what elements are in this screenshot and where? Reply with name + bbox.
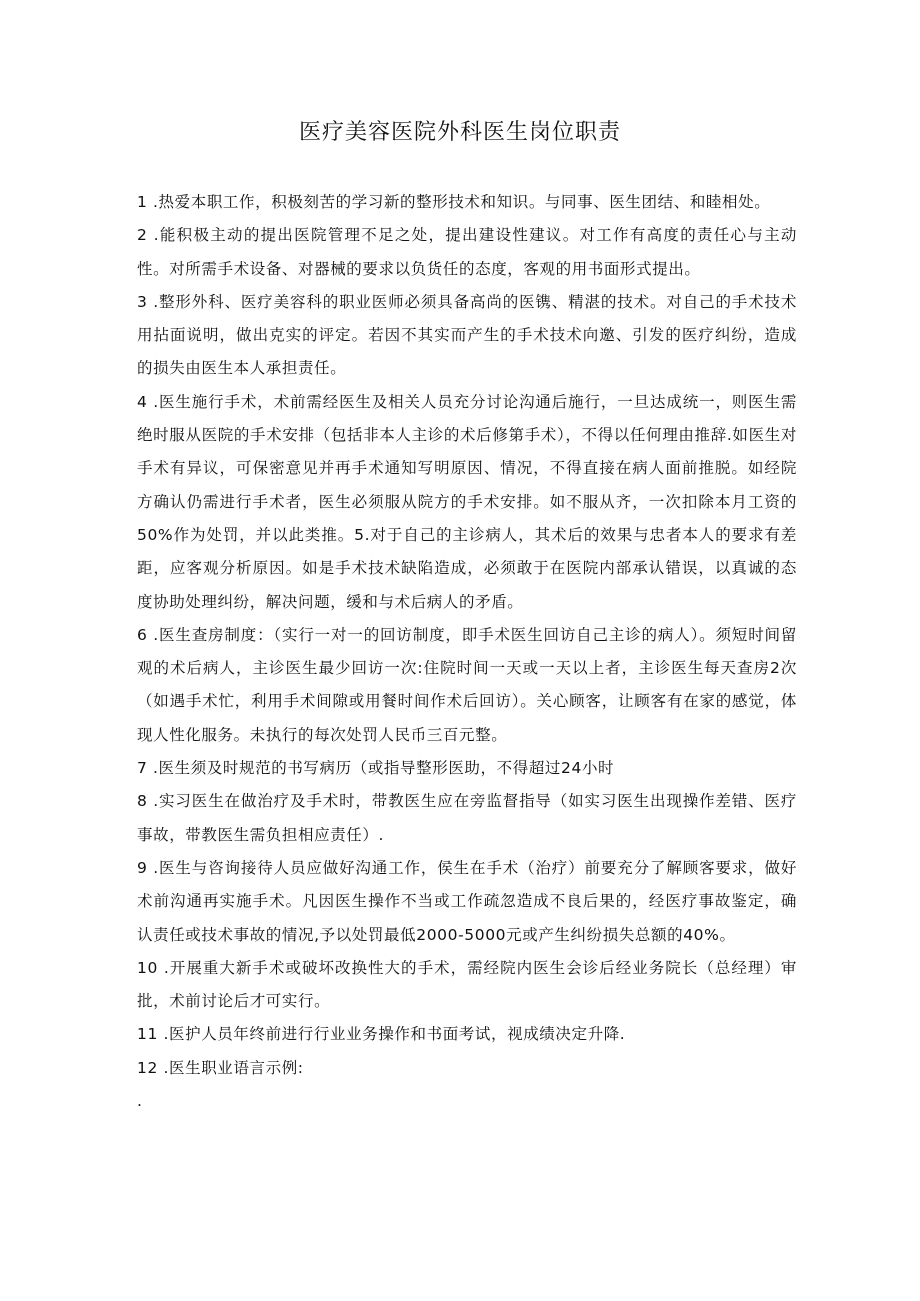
item-number: 12 xyxy=(137,1058,158,1077)
item-number: 2 xyxy=(137,226,148,245)
list-item: 1 .热爱本职工作，积极刻苦的学习新的整形技术和知识。与同事、医生团结、和睦相处。 xyxy=(137,193,771,211)
list-item: 4 .医生施行手术，术前需经医生及相关人员充分讨论沟通后施行，一旦达成统一，则医生需绝时服从医院的手术安排（包括非本人主诊的术后修第手术），不得以任何理由推辞.如医生对手术有异议，可保密意见并再手术通知写明原因、情况，不得直接在病人面前推脱。如经院方确认仍需进行手术者，医生必须服从院方的手术安排。如不服从齐，一次扣除本月工资的50%作为处罚，并以此类推。5.对于自己的主诊病人，其术后的效果与忠者本人的要求有差距，应客观分析原因。如是手术技术缺陷造成，必须敢于在医院内部承认错误，以真诚的态度协助处理纠纷，解决问题，缓和与术后病人的矛盾。 xyxy=(137,392,797,611)
item-number: 8 xyxy=(137,792,148,811)
item-text: 医护人员年终前进行行业业务操作和书面考试，视成绩决定升降. xyxy=(169,1025,626,1044)
item-text: 整形外科、医疗美容科的职业医师必须具备高尚的医镌、精湛的技术。对自己的手术技术用拈面说明，做出克实的评定。若因不其实而产生的手术技术向邀、引发的医疗纠纷，造成的损失由医生本人承担责任。 xyxy=(137,292,797,378)
document-title: 医疗美容医院外科医生岗位职责 xyxy=(298,120,621,145)
item-text: 医生施行手术，术前需经医生及相关人员充分讨论沟通后施行，一旦达成统一，则医生需绝时服从医院的手术安排（包括非本人主诊的术后修第手术），不得以任何理由推辞.如医生对手术有异议，可保密意见并再手术通知写明原因、情况，不得直接在病人面前推脱。如经院方确认仍需进行手术者，医生必须服从院方的手术安排。如不服从齐，一次扣除本月工资的50%作为处罚，并以此类推。5.对于自己的主诊病人，其术后的效果与忠者本人的要求有差距，应客观分析原因。如是手术技术缺陷造成，必须敢于在医院内部承认错误，以真诚的态度协助处理纠纷，解决问题，缓和与术后病人的矛盾。 xyxy=(137,392,797,611)
item-number: 11 xyxy=(137,1025,158,1044)
list-item: 6 .医生查房制度：（实行一对一的回访制度，即手术医生回访自己主诊的病人）。须短时间留观的术后病人，主诊医生最少回访一次:住院时间一天或一天以上者，主诊医生每天查房2次（如遇手术忙，利用手术间隙或用餐时间作术后回访）。关心顾客，让顾客有在家的感觉，体现人性化服务。未执行的每次处罚人民币三百元整。 xyxy=(137,625,797,744)
item-text: 热爱本职工作，积极刻苦的学习新的整形技术和知识。与同事、医生团结、和睦相处。 xyxy=(158,193,771,211)
item-number: 4 xyxy=(137,392,148,411)
list-item: . xyxy=(137,1092,143,1111)
list-item: 3 .整形外科、医疗美容科的职业医师必须具备高尚的医镌、精湛的技术。对自己的手术技术用拈面说明，做出克实的评定。若因不其实而产生的手术技术向邀、引发的医疗纠纷，造成的损失由医生本人承担责任。 xyxy=(137,292,797,378)
item-text: 医生查房制度：（实行一对一的回访制度，即手术医生回访自己主诊的病人）。须短时间留观的术后病人，主诊医生最少回访一次:住院时间一天或一天以上者，主诊医生每天查房2次（如遇手术忙，利用手术间隙或用餐时间作术后回访）。关心顾客，让顾客有在家的感觉，体现人性化服务。未执行的每次处罚人民币三百元整。 xyxy=(137,625,797,744)
item-number: 3 xyxy=(137,292,148,311)
list-item: 12 .医生职业语言示例: xyxy=(137,1058,304,1077)
list-item: 2 .能积极主动的提出医院管理不足之处，提出建设性建议。对工作有高度的责任心与主动性。对所需手术设备、对器械的要求以负货任的态度，客观的用书面形式提出。 xyxy=(137,226,797,278)
item-text: 医生须及时规范的书写病历（或指导整形医助，不得超过24小时 xyxy=(158,759,615,778)
list-item: 11 .医护人员年终前进行行业业务操作和书面考试，视成绩决定升降. xyxy=(137,1025,626,1044)
item-number: 9 xyxy=(137,858,148,877)
item-text: 医生与咨询接待人员应做好沟通工作，侯生在手术（治疗）前要充分了解顾客要求，做好术前沟通再实施手术。凡因医生操作不当或工作疏忽造成不良后果的，经医疗事故鉴定，确认责任或技术事故的情况,予以处罚最低2000-5000元或产生纠纷损失总额的40%。 xyxy=(137,858,797,944)
list-item: 7 .医生须及时规范的书写病历（或指导整形医助，不得超过24小时 xyxy=(137,759,615,778)
item-number: 10 xyxy=(137,958,158,977)
item-text: 能积极主动的提出医院管理不足之处，提出建设性建议。对工作有高度的责任心与主动性。对所需手术设备、对器械的要求以负货任的态度，客观的用书面形式提出。 xyxy=(137,226,797,278)
item-text: 开展重大新手术或破坏改换性大的手术，需经院内医生会诊后经业务院长（总经理）审批，术前讨论后才可实行。 xyxy=(137,958,797,1011)
item-text: 医生职业语言示例: xyxy=(169,1058,304,1077)
item-number: 7 xyxy=(137,759,148,778)
list-item: 9 .医生与咨询接待人员应做好沟通工作，侯生在手术（治疗）前要充分了解顾客要求，做好术前沟通再实施手术。凡因医生操作不当或工作疏忽造成不良后果的，经医疗事故鉴定，确认责任或技术事故的情况,予以处罚最低2000-5000元或产生纠纷损失总额的40%。 xyxy=(137,858,797,944)
item-number: 6 xyxy=(137,625,148,644)
item-text: 实习医生在做治疗及手术时，带教医生应在旁监督指导（如实习医生出现操作差错、医疗事故，带教医生需负担相应责任）. xyxy=(137,792,797,844)
item-number: 1 xyxy=(137,193,148,211)
document-body xyxy=(137,186,797,1118)
list-item: 10 .开展重大新手术或破坏改换性大的手术，需经院内医生会诊后经业务院长（总经理）审批，术前讨论后才可实行。 xyxy=(137,958,797,1011)
list-item: 8 .实习医生在做治疗及手术时，带教医生应在旁监督指导（如实习医生出现操作差错、医疗事故，带教医生需负担相应责任）. xyxy=(137,792,797,844)
